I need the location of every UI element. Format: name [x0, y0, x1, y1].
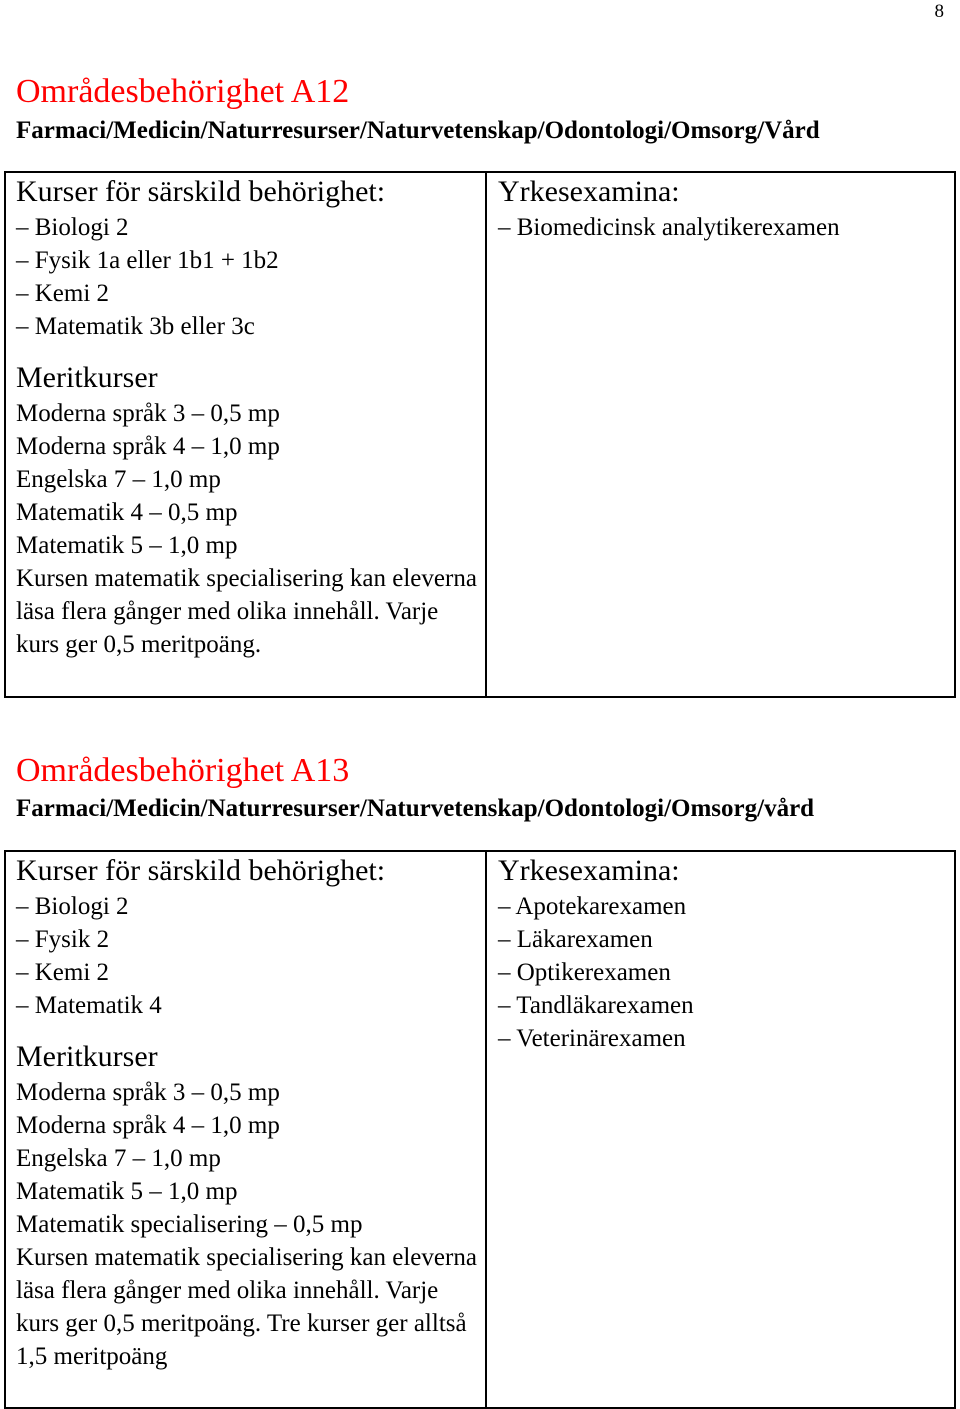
- merit-item: Moderna språk 4 – 1,0 mp: [16, 433, 280, 460]
- degree-item: – Biomedicinsk analytikerexamen: [498, 214, 840, 241]
- course-item: – Matematik 4: [16, 992, 162, 1019]
- degree-item: – Optikerexamen: [498, 959, 671, 986]
- degree-item: – Apotekarexamen: [498, 893, 687, 920]
- merit-item: Engelska 7 – 1,0 mp: [16, 1145, 221, 1172]
- degrees-cell: [487, 852, 954, 1407]
- course-item: – Kemi 2: [16, 959, 110, 986]
- courses-cell: [6, 852, 487, 1407]
- merit-item: Engelska 7 – 1,0 mp: [16, 466, 221, 493]
- courses-title: Kurser för särskild behörighet:: [16, 175, 386, 208]
- merit-item: Moderna språk 3 – 0,5 mp: [16, 1079, 280, 1106]
- degrees-title: Yrkesexamina:: [498, 854, 680, 887]
- section-subheading-a13: Farmaci/Medicin/Naturresurser/Naturvetenskap/Odontologi/Omsorg/vård: [16, 795, 815, 822]
- merit-note: Kursen matematik specialisering kan eleverna läsa flera gånger med olika innehåll. Varje kurs ger 0,5 meritpoäng.: [16, 565, 477, 658]
- degree-item: – Veterinärexamen: [498, 1025, 686, 1052]
- merit-title: Meritkurser: [16, 1040, 158, 1073]
- merit-item: Matematik 5 – 1,0 mp: [16, 1178, 238, 1205]
- merit-item: Matematik specialisering – 0,5 mp: [16, 1211, 363, 1238]
- course-item: – Fysik 2: [16, 926, 110, 953]
- section-heading-a13: Områdesbehörighet A13: [16, 752, 350, 789]
- course-item: – Fysik 1a eller 1b1 + 1b2: [16, 247, 279, 274]
- page-number: 8: [934, 1, 944, 22]
- section-subheading-a12: Farmaci/Medicin/Naturresurser/Naturvetenskap/Odontologi/Omsorg/Vård: [16, 117, 820, 144]
- merit-title: Meritkurser: [16, 361, 158, 394]
- merit-item: Matematik 4 – 0,5 mp: [16, 499, 238, 526]
- course-item: – Biologi 2: [16, 893, 129, 920]
- section-heading-a12: Områdesbehörighet A12: [16, 73, 350, 110]
- courses-title: Kurser för särskild behörighet:: [16, 854, 386, 887]
- merit-item: Moderna språk 4 – 1,0 mp: [16, 1112, 280, 1139]
- degree-item: – Läkarexamen: [498, 926, 653, 953]
- merit-note: Kursen matematik specialisering kan eleverna läsa flera gånger med olika innehåll. Varje kurs ger 0,5 meritpoäng. Tre kurser ger alltså 1,5 meritpoäng: [16, 1244, 477, 1370]
- degrees-cell: [487, 173, 954, 696]
- requirements-table-a12: [4, 171, 956, 698]
- course-item: – Kemi 2: [16, 280, 110, 307]
- courses-cell: [6, 173, 487, 696]
- merit-item: Moderna språk 3 – 0,5 mp: [16, 400, 280, 427]
- degree-item: – Tandläkarexamen: [498, 992, 694, 1019]
- requirements-table-a13: [4, 850, 956, 1409]
- course-item: – Biologi 2: [16, 214, 129, 241]
- merit-item: Matematik 5 – 1,0 mp: [16, 532, 238, 559]
- course-item: – Matematik 3b eller 3c: [16, 313, 255, 340]
- degrees-title: Yrkesexamina:: [498, 175, 680, 208]
